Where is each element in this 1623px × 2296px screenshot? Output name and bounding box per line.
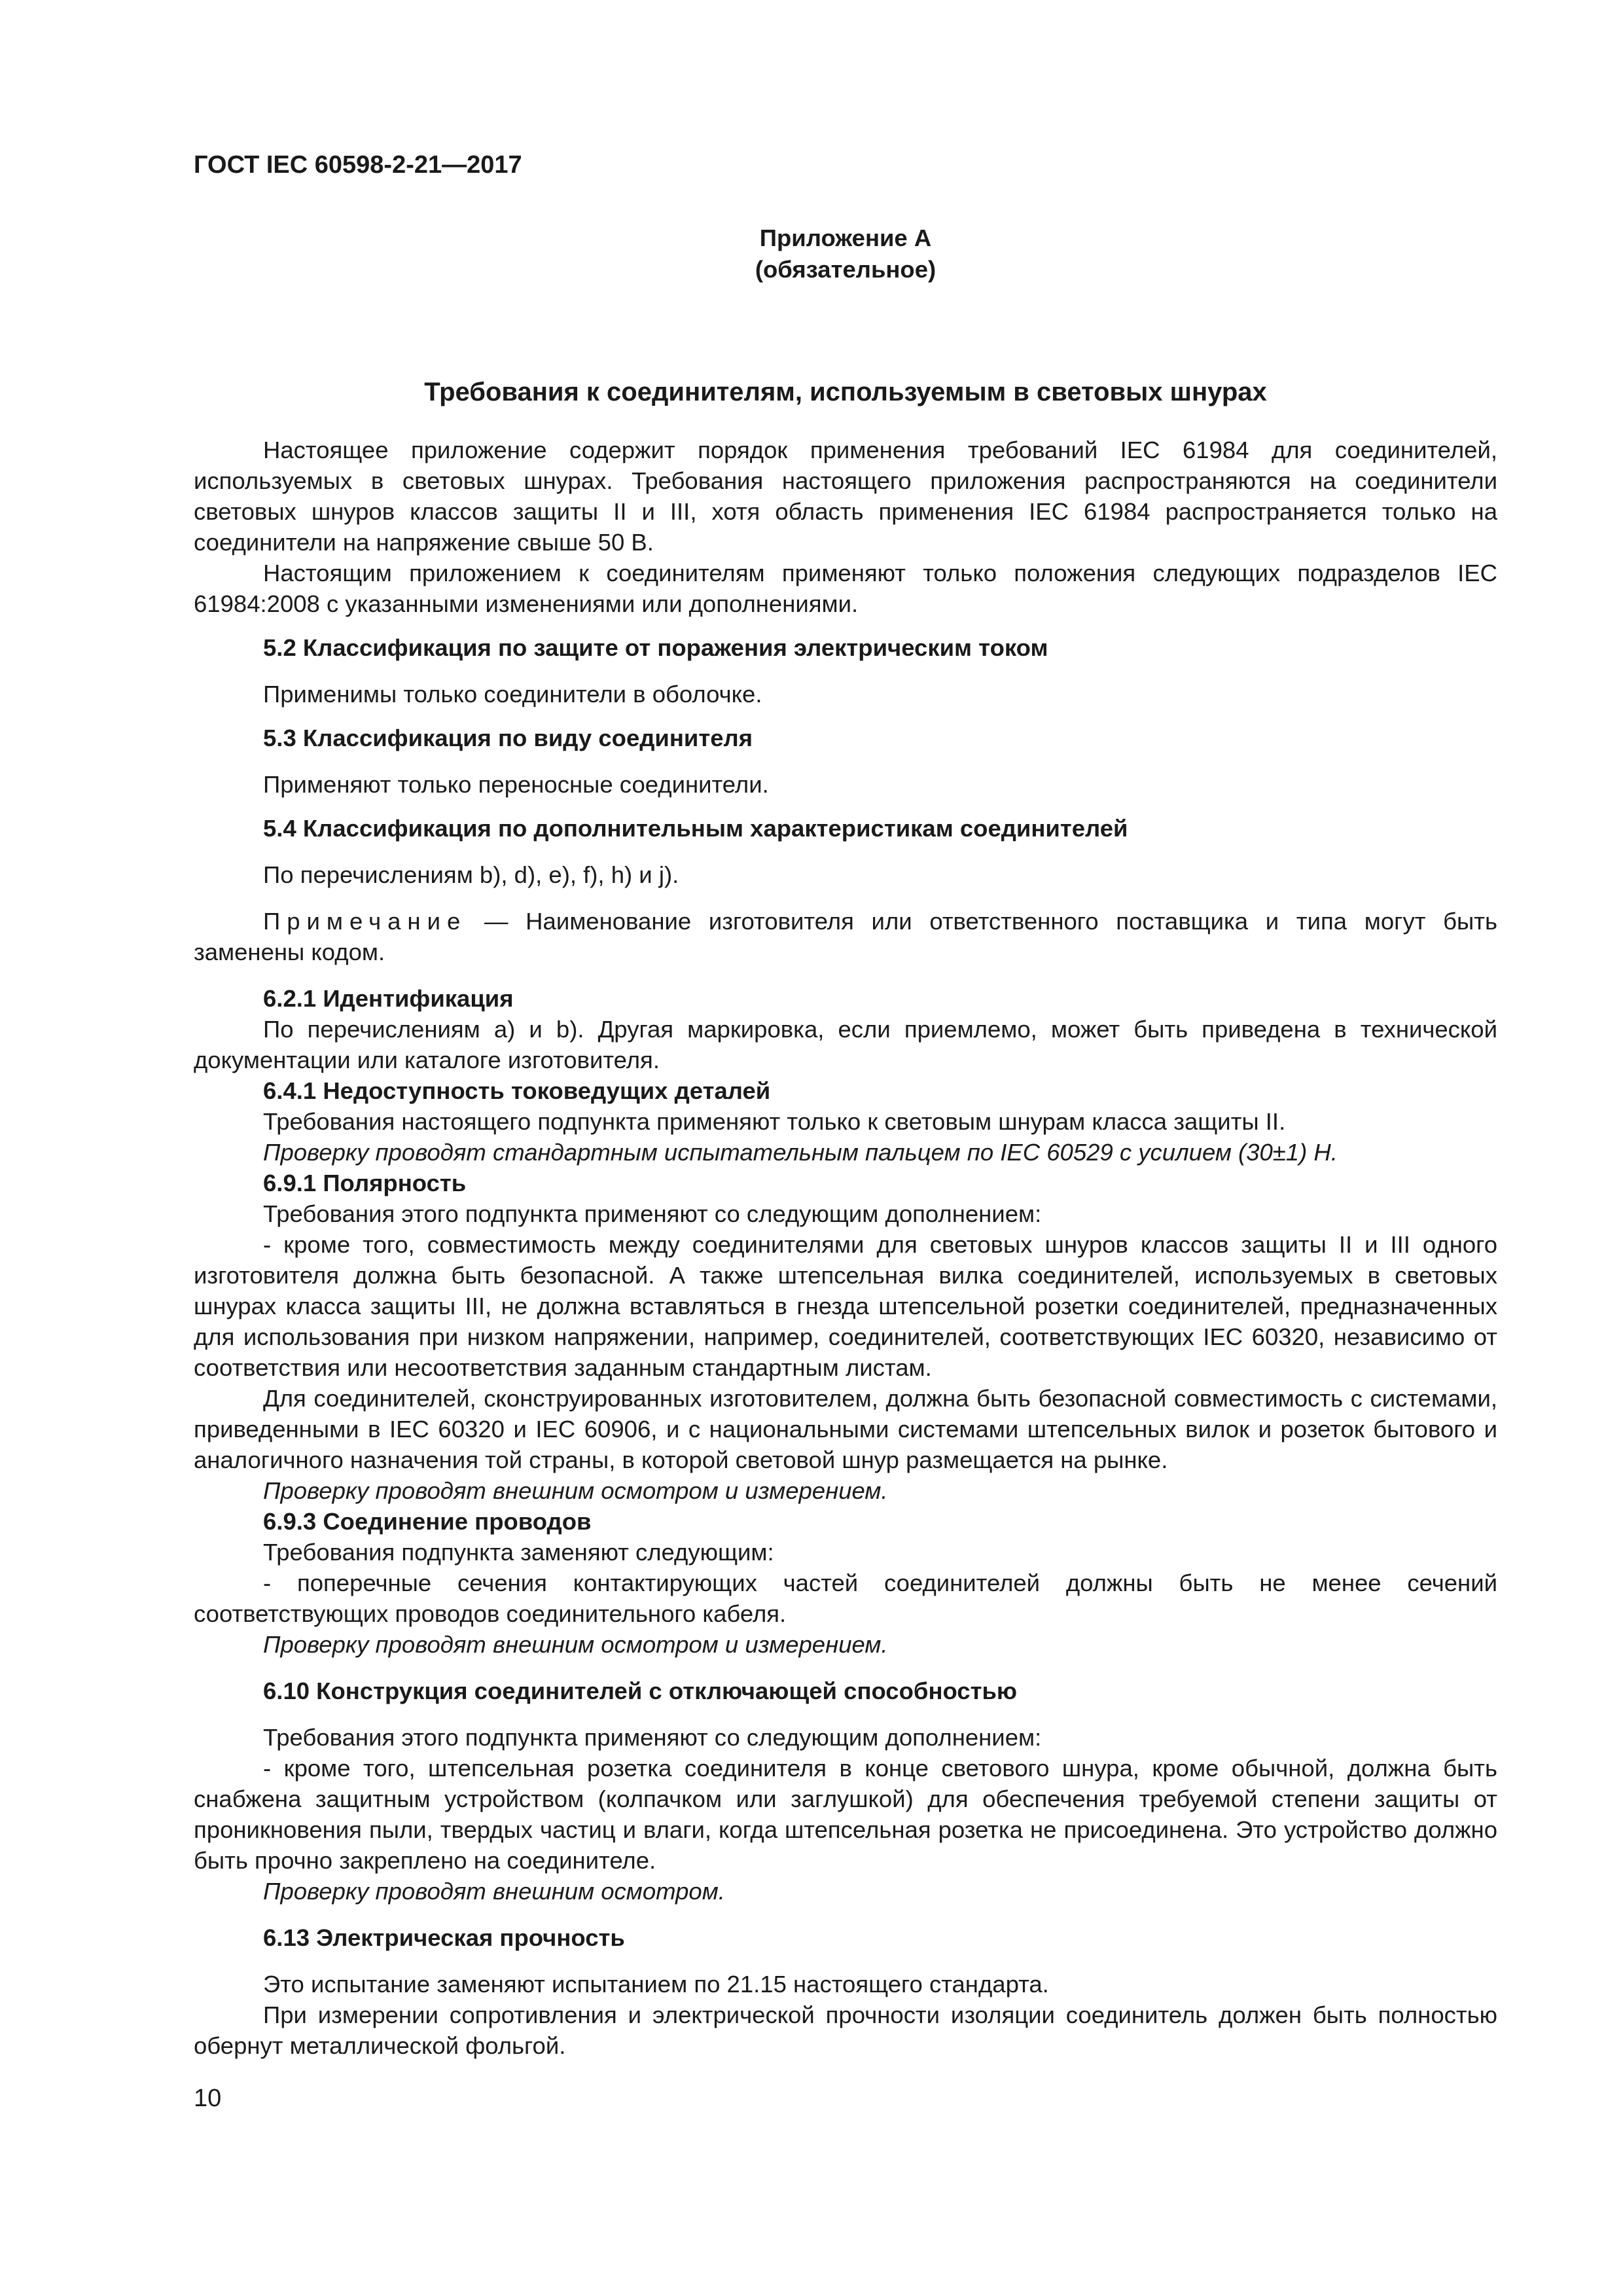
section-text-6-9-1-a: Требования этого подпункта применяют со следующим дополнением:: [263, 1200, 1042, 1227]
page-number: 10: [194, 2085, 222, 2112]
note-text: — Наименование изготовителя или ответственного поставщика и типа могут быть заменены кодом.: [194, 908, 1497, 965]
section-heading-6-10: 6.10 Конструкция соединителей с отключающей способностью: [263, 1677, 1018, 1704]
section-heading-5-4: 5.4 Классификация по дополнительным характеристикам соединителей: [263, 815, 1128, 842]
note-label: Примечание: [263, 908, 467, 935]
intro-paragraph-2: Настоящим приложением к соединителям применяют только положения следующих подразделов IEC 61984:2008 с указанными изменениями или дополнениями.: [194, 560, 1497, 617]
section-heading-6-9-3: 6.9.3 Соединение проводов: [263, 1508, 592, 1535]
appendix-status: (обязательное): [755, 256, 936, 283]
section-text-6-4-1: Требования настоящего подпункта применяют только к световым шнурам класса защиты II.: [263, 1108, 1286, 1135]
appendix-label: Приложение А: [759, 224, 932, 251]
section-text-6-13-a: Это испытание заменяют испытанием по 21.15 настоящего стандарта.: [263, 1971, 1049, 1998]
section-text-6-2-1: По перечислениям a) и b). Другая маркировка, если приемлемо, может быть приведена в технической документации или каталоге изготовителя.: [194, 1016, 1497, 1073]
section-heading-6-9-1: 6.9.1 Полярность: [263, 1170, 467, 1196]
section-text-5-4: По перечислениям b), d), e), f), h) и j).: [263, 861, 679, 888]
section-text-6-9-3-b: - поперечные сечения контактирующих частей соединителей должны быть не менее сечений соответствующих проводов соединительного кабеля.: [194, 1570, 1497, 1627]
check-text-6-10: Проверку проводят внешним осмотром.: [263, 1878, 725, 1905]
standard-code: ГОСТ IEC 60598-2-21—2017: [194, 151, 522, 179]
section-heading-6-13: 6.13 Электрическая прочность: [263, 1924, 625, 1951]
check-text-6-9-3: Проверку проводят внешним осмотром и измерением.: [263, 1631, 888, 1658]
section-text-6-9-1-c: Для соединителей, сконструированных изготовителем, должна быть безопасной совместимость с системами, приведенными в IEC 60320 и IEC 60906, и с национальными системами штепсельных вилок и розеток бытового и аналогичного назначения той страны, в которой световой шнур размещается на рынке.: [194, 1385, 1497, 1473]
body-text: [194, 435, 1497, 2061]
check-text-6-9-1: Проверку проводят внешним осмотром и измерением.: [263, 1477, 888, 1504]
section-text-5-2: Применимы только соединители в оболочке.: [263, 681, 762, 708]
section-text-5-3: Применяют только переносные соединители.: [263, 771, 769, 798]
section-text-6-9-1-b: - кроме того, совместимость между соединителями для световых шнуров классов защиты II и III одного изготовителя должна быть безопасной. А также штепсельная вилка соединителей, используемых в световых шнурах класса защиты III, не должна вставляться в гнезда штепсельной розетки соединителей, предназначенных для использования при низком напряжении, например, соединителей, соответствующих IEC 60320, независимо от соответствия или несоответствия заданным стандартным листам.: [194, 1231, 1497, 1381]
appendix-heading: [194, 223, 1497, 285]
section-heading-5-3: 5.3 Классификация по виду соединителя: [263, 725, 753, 751]
section-text-6-10-a: Требования этого подпункта применяют со следующим дополнением:: [263, 1724, 1042, 1751]
check-text-6-4-1: Проверку проводят стандартным испытательным пальцем по IEC 60529 с усилием (30±1) Н.: [263, 1139, 1338, 1166]
appendix-title: Требования к соединителям, используемым в световых шнурах: [424, 378, 1267, 406]
section-text-6-13-b: При измерении сопротивления и электрической прочности изоляции соединитель должен быть полностью обернут металлической фольгой.: [194, 2001, 1497, 2059]
section-heading-6-2-1: 6.2.1 Идентификация: [263, 985, 514, 1012]
section-text-6-10-b: - кроме того, штепсельная розетка соединителя в конце светового шнура, кроме обычной, должна быть снабжена защитным устройством (колпачком или заглушкой) для обеспечения требуемой степени защиты от проникновения пыли, твердых частиц и влаги, когда штепсельная розетка не присоединена. Это устройство должно быть прочно закреплено на соединителе.: [194, 1755, 1497, 1874]
note-paragraph: [194, 906, 1497, 967]
section-text-6-9-3-a: Требования подпункта заменяют следующим:: [263, 1539, 774, 1566]
intro-paragraph-1: Настоящее приложение содержит порядок применения требований IEC 61984 для соединителей, используемых в световых шнурах. Требования настоящего приложения распространяются на соединители световых шнуров классов защиты II и III, хотя область применения IEC 61984 распространяется только на соединители на напряжение свыше 50 В.: [194, 437, 1497, 556]
section-heading-5-2: 5.2 Классификация по защите от поражения электрическим током: [263, 634, 1048, 661]
section-heading-6-4-1: 6.4.1 Недоступность токоведущих деталей: [263, 1077, 771, 1104]
